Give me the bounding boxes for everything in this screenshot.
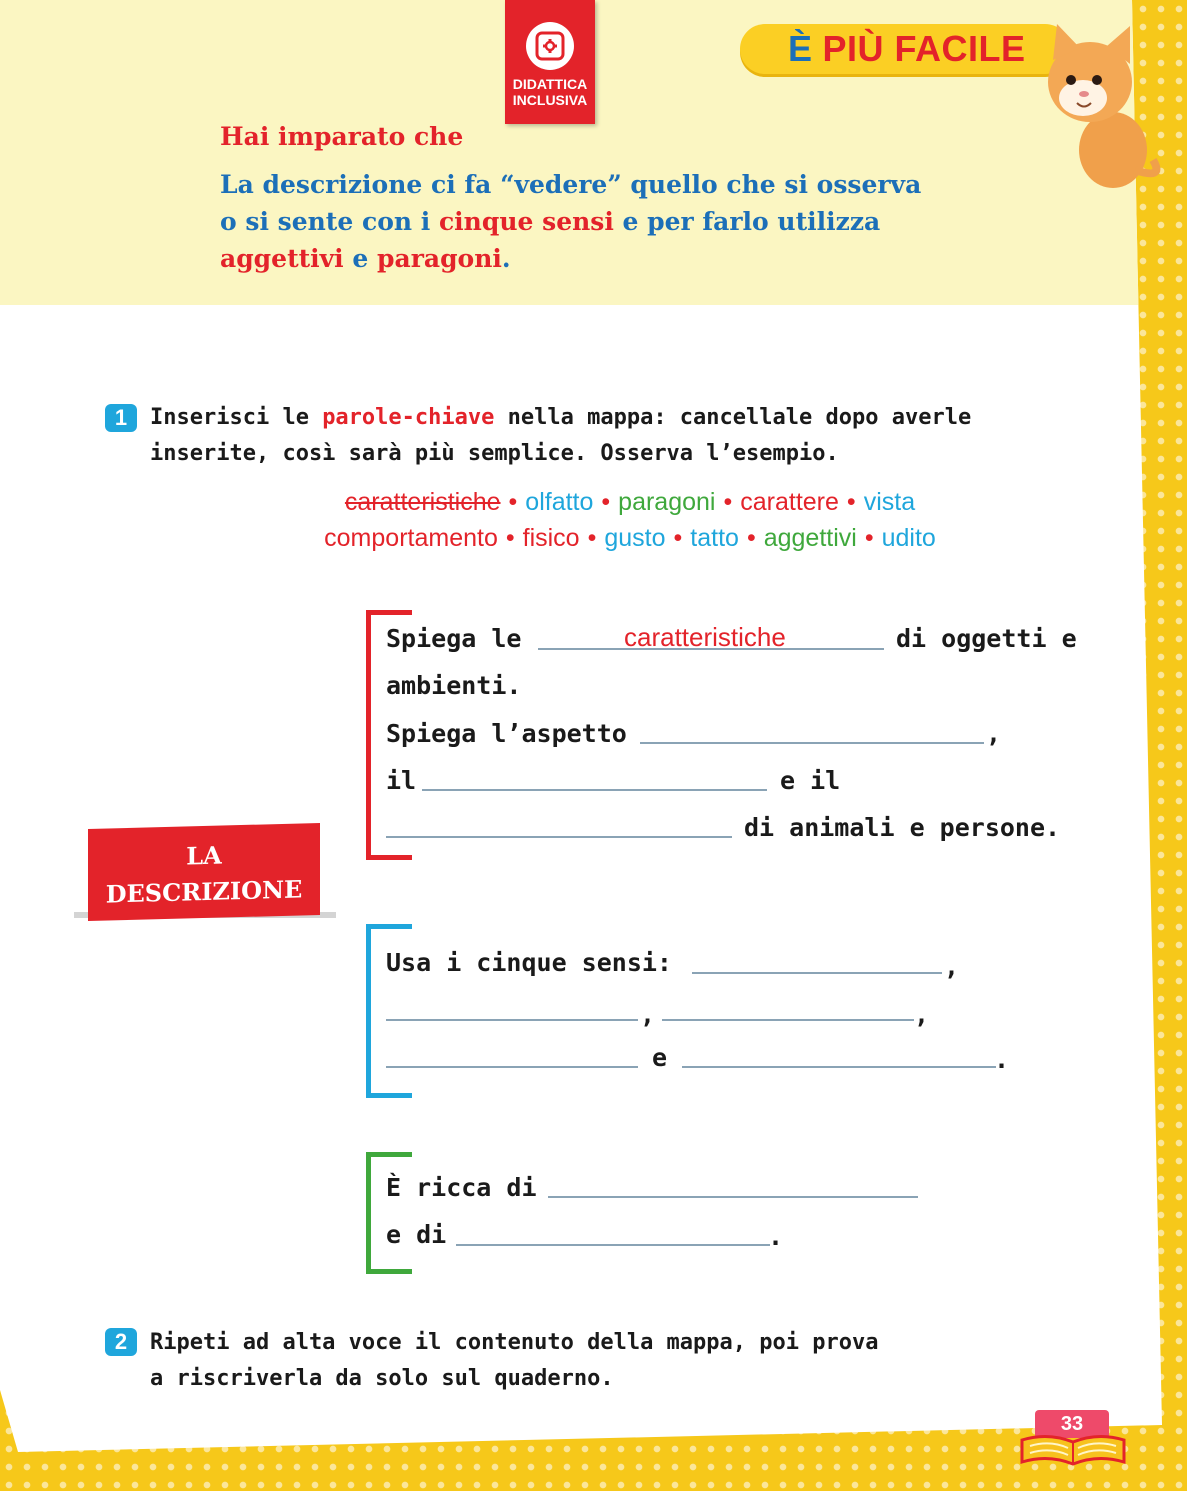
- word-separator: •: [864, 524, 874, 552]
- word-comportamento[interactable]: comportamento: [324, 524, 498, 552]
- blue-and: e: [652, 1043, 668, 1072]
- page-number: 33: [1035, 1410, 1109, 1438]
- word-separator: •: [601, 488, 611, 516]
- answer-blank-2[interactable]: [640, 742, 984, 744]
- red-line1-b: di oggetti e: [896, 624, 1077, 653]
- answer-blank-10[interactable]: [548, 1196, 918, 1198]
- word-bank-row2: [200, 520, 1060, 556]
- word-olfatto[interactable]: olfatto: [525, 488, 594, 516]
- word-separator: •: [673, 524, 683, 552]
- word-separator: •: [505, 524, 515, 552]
- word-bank: [200, 484, 1060, 556]
- red-line3: Spiega l’aspetto: [386, 719, 627, 748]
- learned-line3-d: .: [501, 244, 511, 273]
- map-center-label: [88, 823, 320, 921]
- learned-line2-a: o si sente con i: [220, 207, 439, 236]
- word-aggettivi[interactable]: aggettivi: [763, 524, 857, 552]
- learned-keyword-paragoni: paragoni: [377, 244, 502, 273]
- exercise1-line2: inserite, così sarà più semplice. Osserva l’esempio.: [150, 441, 839, 466]
- word-bank-row1: [200, 484, 1060, 520]
- answer-blank-9[interactable]: [682, 1066, 996, 1068]
- exercise2-line1: Ripeti ad alta voce il contenuto della mappa, poi prova: [150, 1330, 879, 1355]
- word-caratteristiche[interactable]: caratteristiche: [344, 488, 501, 516]
- learned-line3-b: e: [343, 244, 378, 273]
- cat-illustration: [1035, 10, 1175, 190]
- learned-keyword-sensi: cinque sensi: [438, 207, 614, 236]
- word-separator: •: [723, 488, 733, 516]
- answer-blank-4[interactable]: [386, 836, 732, 838]
- word-separator: •: [846, 488, 856, 516]
- blue-line1: Usa i cinque sensi:: [386, 948, 672, 977]
- pill-accent: È: [788, 28, 813, 69]
- blue-comma-3: ,: [914, 1000, 930, 1029]
- word-paragoni[interactable]: paragoni: [618, 488, 716, 516]
- answer-blank-8[interactable]: [386, 1066, 638, 1068]
- word-separator: •: [508, 488, 518, 516]
- green-period: .: [768, 1222, 784, 1251]
- red-line3-comma: ,: [986, 719, 1002, 748]
- red-line2: ambienti.: [386, 671, 522, 700]
- easier-pill: [740, 24, 1070, 74]
- word-vista[interactable]: vista: [863, 488, 916, 516]
- didattica-inclusiva-badge: [505, 0, 595, 124]
- exercise1-instructions: [150, 400, 971, 472]
- learned-line2: [220, 203, 1010, 240]
- red-line4-a: il: [386, 766, 417, 795]
- green-line2: e di: [386, 1220, 447, 1249]
- learned-line3: [220, 240, 1010, 277]
- word-separator: •: [587, 524, 597, 552]
- blue-comma-1: ,: [944, 952, 960, 981]
- learned-text: [220, 166, 1010, 277]
- answer-blank-3[interactable]: [422, 789, 767, 791]
- answer-blank-11[interactable]: [456, 1244, 770, 1246]
- exercise2-line2: a riscriverla da solo sul quaderno.: [150, 1366, 614, 1391]
- center-label-line2: DESCRIZIONE: [105, 874, 303, 909]
- answer-blank-7[interactable]: [662, 1019, 914, 1021]
- exercise1-line1: [150, 400, 971, 436]
- green-bracket: [366, 1152, 412, 1274]
- green-line1: È ricca di: [386, 1173, 537, 1202]
- answer-blank-5[interactable]: [692, 972, 942, 974]
- red-line4-b: e il: [780, 766, 841, 795]
- example-answer: caratteristiche: [624, 622, 786, 652]
- learned-line2-c: e per farlo utilizza: [613, 207, 881, 236]
- ex1-keyword: parole-chiave: [322, 405, 495, 430]
- open-book-icon: [1018, 1432, 1128, 1468]
- word-separator: •: [746, 524, 756, 552]
- word-udito[interactable]: udito: [881, 524, 936, 552]
- badge-line2: INCLUSIVA: [512, 92, 588, 108]
- word-tatto[interactable]: tatto: [690, 524, 739, 552]
- ex1-line1-a: Inserisci le: [150, 405, 323, 430]
- ex1-line1-c: nella mappa: cancellale dopo averle: [494, 405, 972, 430]
- learned-keyword-aggettivi: aggettivi: [220, 244, 344, 273]
- learned-line1: La descrizione ci fa “vedere” quello che si osserva: [220, 170, 922, 199]
- blue-period: .: [994, 1045, 1010, 1074]
- puzzle-icon: [526, 22, 574, 70]
- pill-text: PIÙ FACILE: [822, 28, 1026, 69]
- word-fisico[interactable]: fisico: [522, 524, 580, 552]
- exercise-number-1: 1: [105, 404, 137, 432]
- center-label-line1: LA: [186, 840, 222, 871]
- badge-line1: DIDATTICA: [512, 76, 588, 92]
- word-carattere[interactable]: carattere: [740, 488, 839, 516]
- red-line1-a: Spiega le: [386, 624, 522, 653]
- exercise-number-2: 2: [105, 1328, 137, 1356]
- exercise2-instructions: [150, 1325, 878, 1397]
- answer-blank-6[interactable]: [386, 1019, 638, 1021]
- red-line5: di animali e persone.: [744, 813, 1061, 842]
- learned-title: Hai imparato che: [220, 122, 464, 151]
- blue-comma-2: ,: [640, 1000, 656, 1029]
- word-gusto[interactable]: gusto: [604, 524, 666, 552]
